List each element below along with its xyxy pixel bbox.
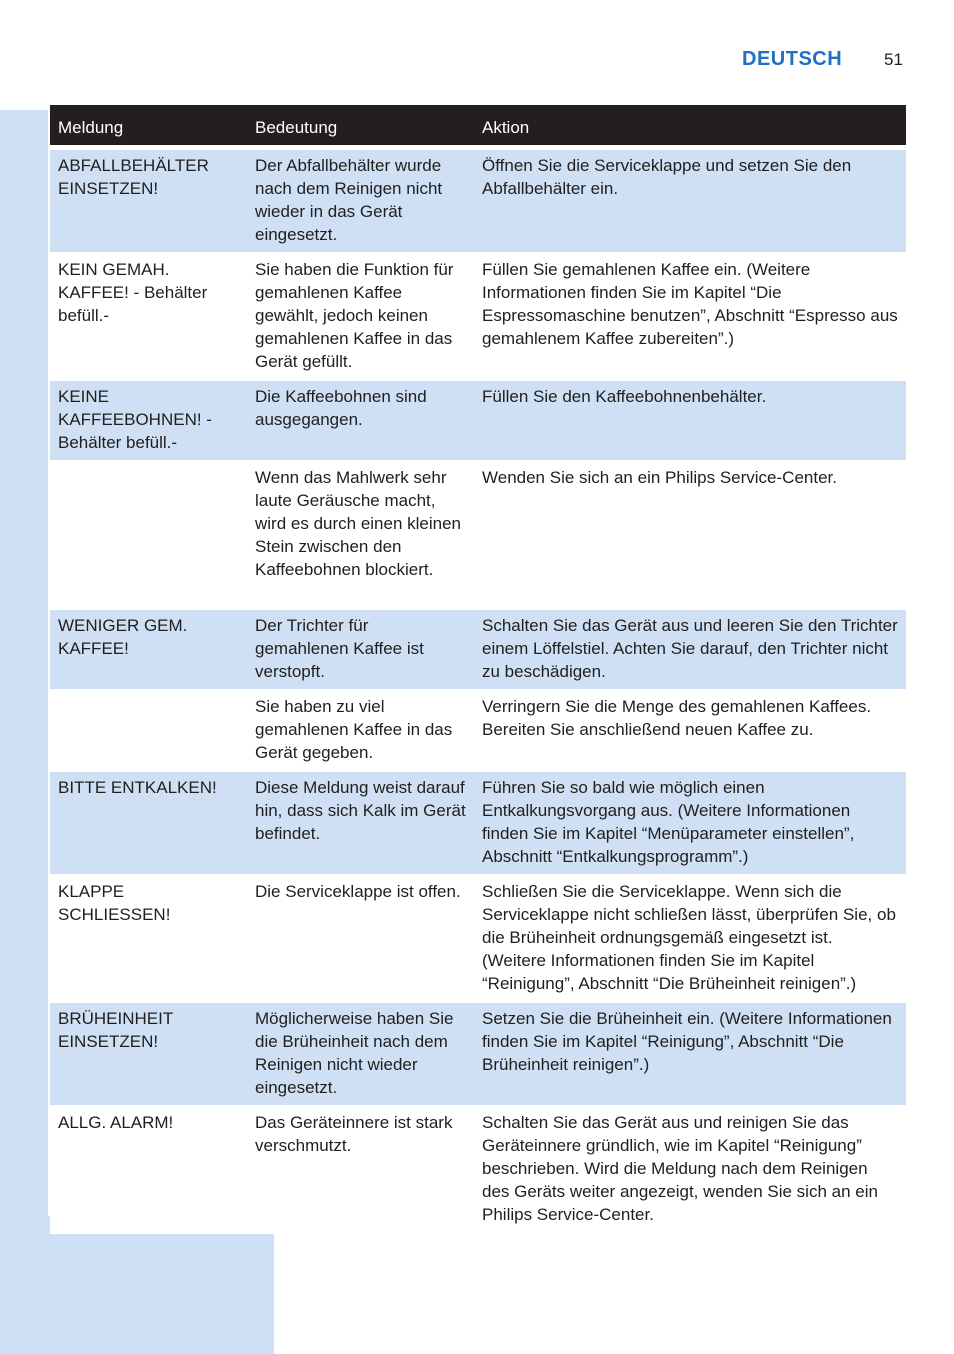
table-row xyxy=(50,148,906,254)
message-cell: KEINE KAFFEEBOHNEN! -Behälter befüll.- xyxy=(50,380,247,461)
action-cell: Füllen Sie den Kaffeebohnenbehälter. xyxy=(474,380,906,461)
action-cell: Schalten Sie das Gerät aus und leeren Sie den Trichter einem Löffelstiel. Achten Sie darauf, den Trichter nicht zu beschädigen. xyxy=(474,609,906,690)
message-cell: ALLG. ALARM! xyxy=(50,1106,247,1233)
action-cell: Schließen Sie die Serviceklappe. Wenn sich die Serviceklappe nicht schließen lässt, überprüfen Sie, ob die Brüheinheit ordnungsgemäß eingesetzt ist. (Weitere Informationen finden Sie im Kapitel “Reinigung”, Abschnitt “Die Brüheinheit reinigen”.) xyxy=(474,875,906,1002)
meaning-cell: Sie haben die Funktion für gemahlenen Kaffee gewählt, jedoch keinen gemahlenen Kaffee in das Gerät gefüllt. xyxy=(247,253,474,380)
message-cell: KEIN GEMAH. KAFFEE! - Behälter befüll.- xyxy=(50,253,247,380)
table-row xyxy=(50,253,906,380)
table-row xyxy=(50,771,906,875)
table-row xyxy=(50,1106,906,1233)
meaning-cell: Die Kaffeebohnen sind ausgegangen. xyxy=(247,380,474,461)
table-row xyxy=(50,690,906,771)
message-cell: KLAPPE SCHLIESSEN! xyxy=(50,875,247,1002)
meaning-cell: Diese Meldung weist darauf hin, dass sich Kalk im Gerät befindet. xyxy=(247,771,474,875)
message-cell: WENIGER GEM. KAFFEE! xyxy=(50,609,247,690)
side-color-band xyxy=(0,110,48,1216)
meaning-cell: Das Geräteinnere ist stark verschmutzt. xyxy=(247,1106,474,1233)
meaning-cell: Die Serviceklappe ist offen. xyxy=(247,875,474,1002)
action-cell: Schalten Sie das Gerät aus und reinigen Sie das Geräteinnere gründlich, wie im Kapitel “Reinigung” beschrieben. Wird die Meldung nach dem Reinigen des Geräts weiter angezeigt, wenden Sie sich an ein Philips Service-Center. xyxy=(474,1106,906,1233)
message-cell: BRÜHEINHEIT EINSETZEN! xyxy=(50,1002,247,1106)
table-row xyxy=(50,380,906,461)
language-label: DEUTSCH xyxy=(742,48,843,70)
meaning-cell: Möglicherweise haben Sie die Brüheinheit nach dem Reinigen nicht wieder eingesetzt. xyxy=(247,1002,474,1106)
column-header-action: Aktion xyxy=(474,105,906,148)
message-cell: BITTE ENTKALKEN! xyxy=(50,771,247,875)
error-message-table xyxy=(50,105,906,1234)
side-color-band-bottom xyxy=(0,1216,274,1354)
message-cell xyxy=(50,461,247,609)
action-cell: Führen Sie so bald wie möglich einen Entkalkungsvorgang aus. (Weitere Informationen finden Sie im Kapitel “Menüparameter einstellen”, Abschnitt “Entkalkungsprogramm”.) xyxy=(474,771,906,875)
page-number: 51 xyxy=(884,50,903,69)
message-cell: ABFALLBEHÄLTER EINSETZEN! xyxy=(50,148,247,254)
action-cell: Verringern Sie die Menge des gemahlenen Kaffees. Bereiten Sie anschließend neuen Kaffee zu. xyxy=(474,690,906,771)
message-cell xyxy=(50,690,247,771)
table-row xyxy=(50,461,906,609)
meaning-cell: Sie haben zu viel gemahlenen Kaffee in das Gerät gegeben. xyxy=(247,690,474,771)
action-cell: Setzen Sie die Brüheinheit ein. (Weitere Informationen finden Sie im Kapitel “Reinigung”, Abschnitt “Die Brüheinheit reinigen”.) xyxy=(474,1002,906,1106)
meaning-cell: Der Trichter für gemahlenen Kaffee ist verstopft. xyxy=(247,609,474,690)
column-header-meaning: Bedeutung xyxy=(247,105,474,148)
table-row xyxy=(50,875,906,1002)
column-header-message: Meldung xyxy=(50,105,247,148)
meaning-cell: Wenn das Mahlwerk sehr laute Geräusche macht, wird es durch einen kleinen Stein zwischen den Kaffeebohnen blockiert. xyxy=(247,461,474,609)
action-cell: Wenden Sie sich an ein Philips Service-Center. xyxy=(474,461,906,609)
table-header-row xyxy=(50,105,906,148)
meaning-cell: Der Abfallbehälter wurde nach dem Reinigen nicht wieder in das Gerät eingesetzt. xyxy=(247,148,474,254)
table-row xyxy=(50,1002,906,1106)
action-cell: Öffnen Sie die Serviceklappe und setzen Sie den Abfallbehälter ein. xyxy=(474,148,906,254)
action-cell: Füllen Sie gemahlenen Kaffee ein. (Weitere Informationen finden Sie im Kapitel “Die Espressomaschine benutzen”, Abschnitt “Espresso aus gemahlenem Kaffee zubereiten”.) xyxy=(474,253,906,380)
table-row xyxy=(50,609,906,690)
